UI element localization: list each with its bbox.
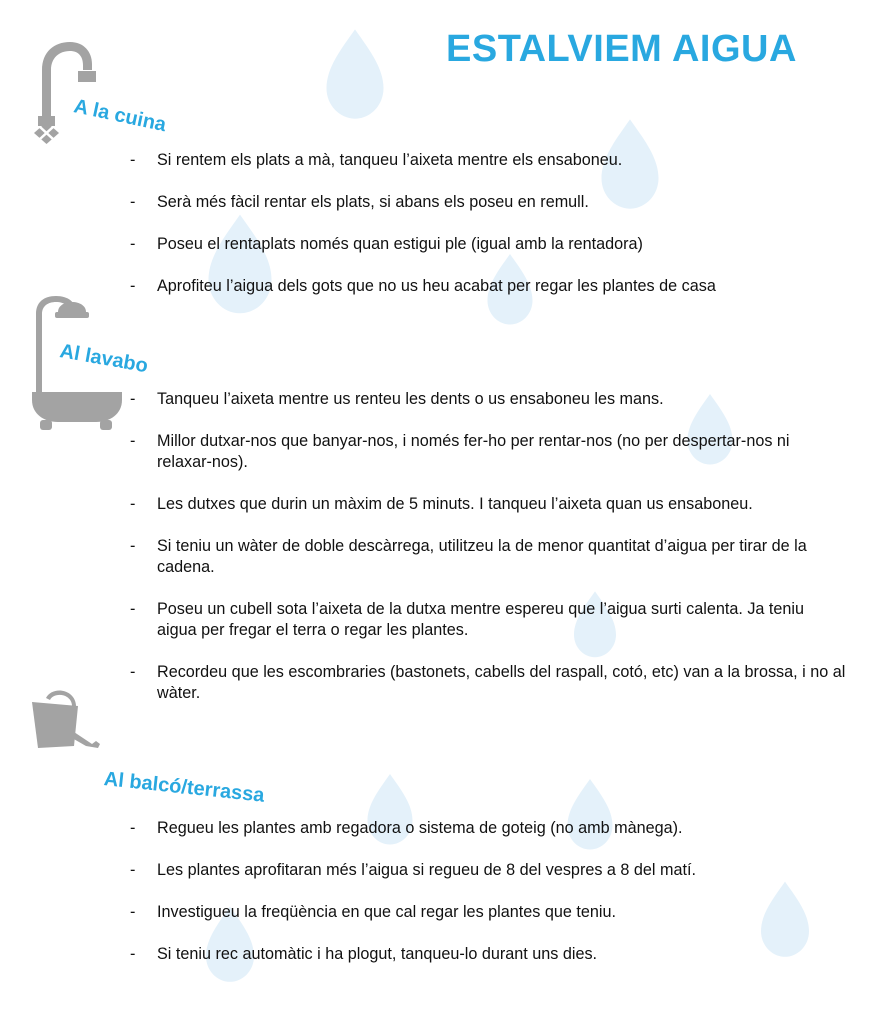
list-item: - Millor dutxar-nos que banyar-nos, i només fer-ho per rentar-nos (no per despertar-nos ni relaxar-nos). — [130, 431, 817, 473]
watering-can-icon — [28, 688, 103, 756]
list-item: - Aprofiteu l’aigua dels gots que no us heu acabat per regar les plantes de casa — [130, 276, 812, 297]
section-heading-balcony — [102, 768, 266, 807]
list-item: - Investigueu la freqüència en que cal regar les plantes que teniu. — [130, 902, 845, 923]
list-item: - Tanqueu l’aixeta mentre us renteu les dents o us ensaboneu les mans. — [130, 389, 845, 410]
tips-list-bathroom — [130, 389, 845, 704]
section-heading-bathroom — [58, 340, 150, 378]
list-item: - Les plantes aprofitaran més l’aigua si regueu de 8 del vespres a 8 del matí. — [130, 860, 845, 881]
list-item: - Si teniu rec automàtic i ha plogut, tanqueu-lo durant uns dies. — [130, 944, 845, 965]
section-heading-kitchen — [71, 95, 169, 137]
list-item: - Si teniu un wàter de doble descàrrega, utilitzeu la de menor quantitat d’aigua per tirar de la cadena. — [130, 536, 837, 578]
list-item: - Poseu un cubell sota l’aixeta de la dutxa mentre espereu que l’aigua surti calenta. Ja teniu aigua per fregar el terra o regar les plantes. — [130, 599, 817, 641]
water-drop-icon — [327, 29, 384, 118]
list-item: - Poseu el rentaplats només quan estigui ple (igual amb la rentadora) — [130, 234, 845, 255]
list-item: - Regueu les plantes amb regadora o sistema de goteig (no amb mànega). — [130, 818, 845, 839]
page-title: ESTALVIEM AIGUA — [446, 28, 797, 70]
list-item: - Recordeu que les escombraries (bastonets, cabells del raspall, cotó, etc) van a la brossa, i no al wàter. — [130, 662, 847, 704]
heading-text: Al balcó/terrassa — [102, 768, 266, 807]
tips-list-kitchen — [130, 150, 845, 297]
tips-list-balcony — [130, 818, 845, 965]
list-item: - Si rentem els plats a mà, tanqueu l’aixeta mentre els ensaboneu. — [130, 150, 845, 171]
heading-text: A la cuina — [71, 95, 169, 137]
list-item: - Les dutxes que durin un màxim de 5 minuts. I tanqueu l’aixeta quan us ensaboneu. — [130, 494, 817, 515]
list-item: - Serà més fàcil rentar els plats, si abans els poseu en remull. — [130, 192, 845, 213]
heading-text: Al lavabo — [58, 340, 150, 378]
